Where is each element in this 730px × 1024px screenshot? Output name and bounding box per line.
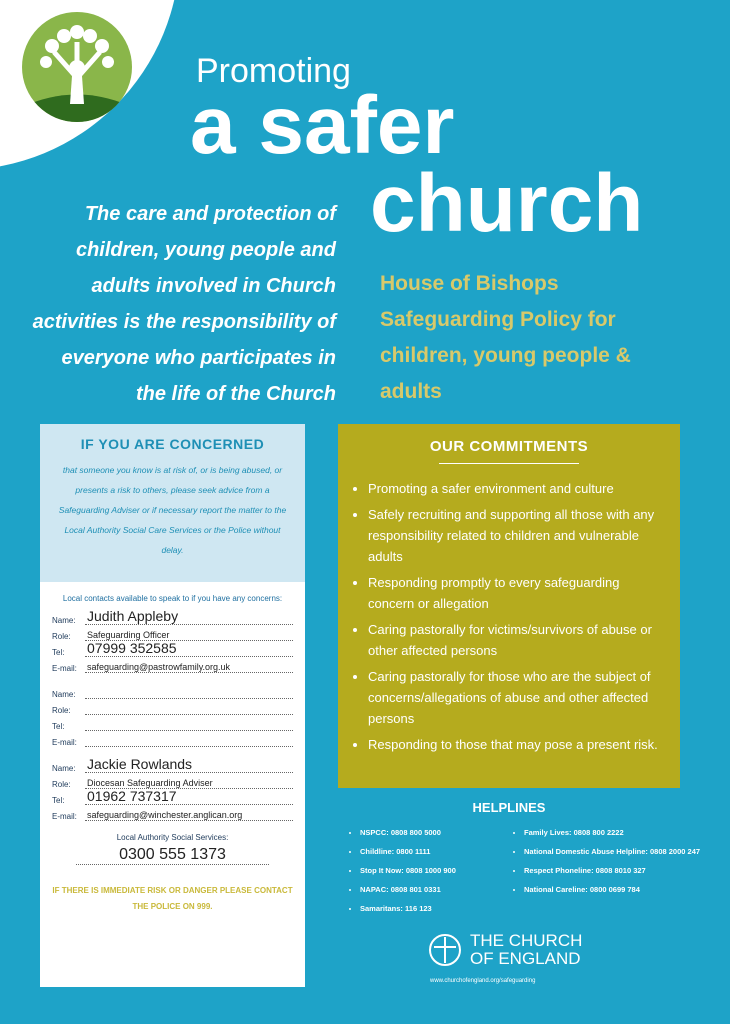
label-name: Name: [52, 690, 76, 699]
commitment-item: • Responding to those that may pose a present risk. [368, 734, 662, 755]
label-tel: Tel: [52, 796, 65, 805]
contacts-panel [40, 424, 305, 987]
label-tel: Tel: [52, 722, 65, 731]
contact1-role: Safeguarding Officer [85, 630, 293, 641]
contact3-tel-row [52, 789, 293, 805]
header-a-safer: a safer [190, 80, 455, 171]
commitment-item: • Caring pastorally for those who are the subject of concerns/allegations of abuse and other affected persons [368, 666, 662, 729]
contact1-role-row [52, 625, 293, 641]
helpline-item: • National Careline: 0800 0699 784 [524, 885, 704, 894]
local-contacts [40, 582, 305, 915]
coe-url: www.churchofengland.org/safeguarding [430, 978, 536, 984]
label-email: E-mail: [52, 738, 77, 747]
coe-line2: OF ENGLAND [470, 949, 581, 968]
church-of-england-logo [428, 932, 582, 968]
contact1-tel: 07999 352585 [85, 640, 293, 657]
coe-line1: THE CHURCH [470, 931, 583, 950]
commitments-divider [439, 463, 579, 464]
church-of-england-icon [428, 933, 462, 967]
helpline-item: • NSPCC: 0808 800 5000 [360, 828, 510, 837]
contact2-name-row [52, 683, 293, 699]
la-title: Local Authority Social Services: [116, 833, 229, 842]
tagline: The care and protection of children, young people and adults involved in Church activities is the responsibility of everyone who participates in the life of the Church [32, 203, 336, 405]
contact2-email-row [52, 731, 293, 747]
helpline-item: • National Domestic Abuse Helpline: 0808 2000 247 [524, 847, 704, 856]
contact1-name: Judith Appleby [85, 608, 293, 625]
commitments-title: OUR COMMITMENTS [429, 438, 589, 455]
contact3-email: safeguarding@winchester.anglican.org [85, 810, 293, 821]
contact1-email: safeguarding@pastrowfamily.org.uk [85, 662, 293, 673]
label-name: Name: [52, 616, 76, 625]
contact3-name-row [52, 757, 293, 773]
helpline-item: • Stop It Now: 0808 1000 900 [360, 866, 510, 875]
label-email: E-mail: [52, 812, 77, 821]
concern-title: IF YOU ARE CONCERNED [80, 436, 265, 452]
contact3-role-row [52, 773, 293, 789]
commitment-item: • Caring pastorally for victims/survivors of abuse or other affected persons [368, 619, 662, 661]
contact1-email-row [52, 657, 293, 673]
commitment-item: • Safely recruiting and supporting all those with any responsibility related to children and vulnerable adults [368, 504, 662, 567]
contacts-intro: Local contacts available to speak to if you have any concerns: [62, 594, 283, 603]
label-name: Name: [52, 764, 76, 773]
helpline-item: • Respect Phoneline: 0808 8010 327 [524, 866, 704, 875]
label-tel: Tel: [52, 648, 65, 657]
commitment-item: • Promoting a safer environment and culture [368, 478, 662, 499]
la-phone: 0300 555 1373 [76, 846, 269, 865]
label-role: Role: [52, 780, 71, 789]
helplines-left [348, 828, 510, 923]
commitments-panel [338, 424, 680, 788]
label-email: E-mail: [52, 664, 77, 673]
contact3-email-row [52, 805, 293, 821]
contact3-tel: 01962 737317 [85, 788, 293, 805]
commitments-list [338, 478, 680, 755]
contact3-role: Diocesan Safeguarding Adviser [85, 778, 293, 789]
label-role: Role: [52, 706, 71, 715]
contact2-tel-row [52, 715, 293, 731]
helpline-item: • Samaritans: 116 123 [360, 904, 510, 913]
concern-box [40, 424, 305, 582]
contact1-tel-row [52, 641, 293, 657]
contact2-role [85, 714, 293, 715]
contact3-name: Jackie Rowlands [85, 756, 293, 773]
concern-text: that someone you know is at risk of, or is being abused, or presents a risk to others, please seek advice from a Safeguarding Adviser or if necessary report the matter to the Local Authority Social Care Services or the Police without delay. [58, 465, 287, 555]
header-promoting: Promoting [196, 52, 351, 90]
contact2-name [85, 698, 293, 699]
contact2-role-row [52, 699, 293, 715]
helpline-item: • Family Lives: 0808 800 2222 [524, 828, 704, 837]
immediate-risk-notice: IF THERE IS IMMEDIATE RISK OR DANGER PLEASE CONTACT THE POLICE ON 999. [52, 886, 293, 911]
contact1-name-row [52, 609, 293, 625]
tree-logo-icon [22, 12, 132, 122]
helplines-right [512, 828, 704, 904]
helpline-item: • Childline: 0800 1111 [360, 847, 510, 856]
commitment-item: • Responding promptly to every safeguarding concern or allegation [368, 572, 662, 614]
policy-title: House of Bishops Safeguarding Policy for children, young people & adults [380, 272, 631, 403]
helpline-item: • NAPAC: 0808 801 0331 [360, 885, 510, 894]
header-church: church [370, 158, 644, 249]
contact2-email [85, 746, 293, 747]
contact2-tel [85, 730, 293, 731]
helplines-title: HELPLINES [472, 800, 546, 815]
label-role: Role: [52, 632, 71, 641]
